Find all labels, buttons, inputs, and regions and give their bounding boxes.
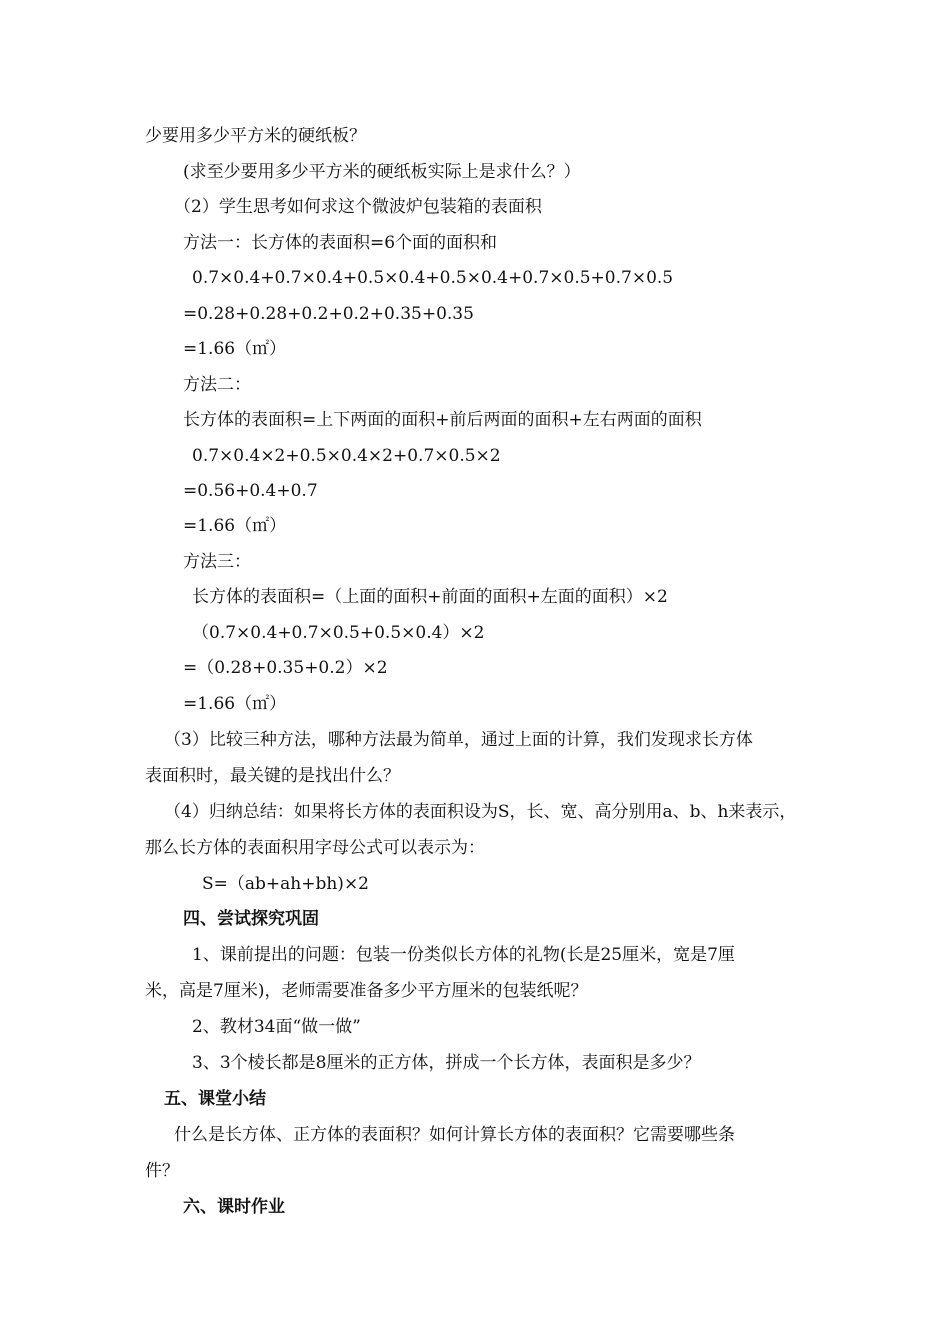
text-line: （4）归纳总结：如果将长方体的表面积设为S，长、宽、高分别用a、b、h来表示， bbox=[164, 802, 797, 822]
formula-line: =1.66（㎡） bbox=[183, 516, 287, 536]
text-line: 方法一：长方体的表面积=6个面的面积和 bbox=[183, 233, 498, 253]
text-line: 长方体的表面积=（上面的面积+前面的面积+左面的面积）×2 bbox=[192, 587, 668, 607]
section-heading: 四、尝试探究巩固 bbox=[183, 909, 319, 929]
text-line: 3、3个棱长都是8厘米的正方体，拼成一个长方体，表面积是多少？ bbox=[192, 1053, 701, 1073]
text-line: 表面积时，最关键的是找出什么？ bbox=[145, 766, 400, 786]
formula-line: 0.7×0.4+0.7×0.4+0.5×0.4+0.5×0.4+0.7×0.5+0.7×0.5 bbox=[192, 268, 674, 288]
text-line: 长方体的表面积=上下两面的面积+前后两面的面积+左右两面的面积 bbox=[183, 410, 702, 430]
text-line: 米，高是7厘米)，老师需要准备多少平方厘米的包装纸呢？ bbox=[145, 981, 588, 1001]
text-line: 1、课前提出的问题：包装一份类似长方体的礼物(长是25厘米，宽是7厘 bbox=[192, 945, 735, 965]
text-line: （2）学生思考如何求这个微波炉包装箱的表面积 bbox=[174, 197, 542, 217]
text-line: 少要用多少平方米的硬纸板？ bbox=[145, 126, 366, 146]
text-line: 2、教材34面“做一做” bbox=[192, 1017, 361, 1037]
section-heading: 五、课堂小结 bbox=[164, 1089, 266, 1109]
formula-line: =0.56+0.4+0.7 bbox=[183, 481, 318, 501]
text-line: 方法二： bbox=[183, 375, 251, 395]
text-line: 件？ bbox=[145, 1161, 179, 1181]
formula-line: =1.66（㎡） bbox=[183, 694, 287, 714]
section-heading: 六、课时作业 bbox=[183, 1197, 285, 1217]
text-line: 方法三： bbox=[183, 552, 251, 572]
formula-line: =1.66（㎡） bbox=[183, 339, 287, 359]
formula-line: 0.7×0.4×2+0.5×0.4×2+0.7×0.5×2 bbox=[192, 446, 501, 466]
text-line: 那么长方体的表面积用字母公式可以表示为： bbox=[145, 838, 485, 858]
text-line: （3）比较三种方法，哪种方法最为简单，通过上面的计算，我们发现求长方体 bbox=[164, 730, 753, 750]
formula-line: S=（ab+ah+bh)×2 bbox=[202, 874, 370, 894]
formula-line: =（0.28+0.35+0.2）×2 bbox=[183, 658, 388, 678]
text-line: (求至少要用多少平方米的硬纸板实际上是求什么？） bbox=[183, 162, 581, 182]
text-line: 什么是长方体、正方体的表面积？如何计算长方体的表面积？它需要哪些条 bbox=[174, 1125, 735, 1145]
formula-line: （0.7×0.4+0.7×0.5+0.5×0.4）×2 bbox=[192, 623, 485, 643]
formula-line: =0.28+0.28+0.2+0.2+0.35+0.35 bbox=[183, 304, 474, 324]
